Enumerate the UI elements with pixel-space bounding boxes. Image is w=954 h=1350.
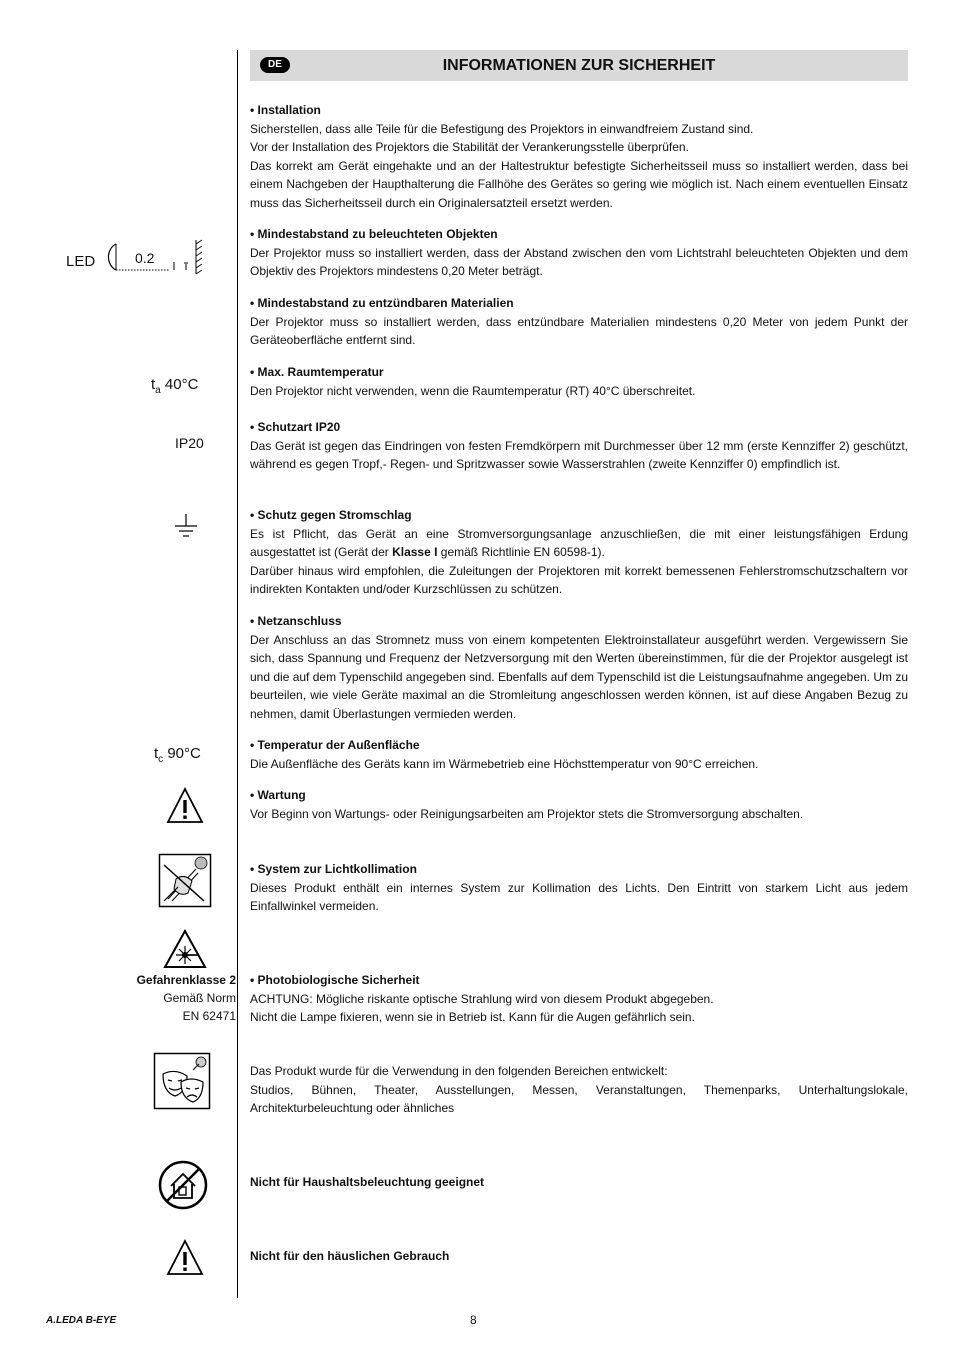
section-maintenance xyxy=(250,786,908,823)
section-text: Vor Beginn von Wartungs- oder Reinigungsarbeiten am Projektor stets die Stromversorgung abschalten. xyxy=(250,806,804,821)
section-heading: • Schutzart IP20 xyxy=(250,420,341,434)
hazard-norm-label: Gemäß Norm xyxy=(163,991,236,1005)
section-text: Sicherstellen, dass alle Teile für die Befestigung des Projektors in einwandfreiem Zustand sind. xyxy=(250,121,754,136)
section-text: Der Anschluss an das Stromnetz muss von einem kompetenten Elektroinstallateur ausgeführt werden. Vergewissern Sie sich, dass Spannung und Frequenz der Netzversorgung mit den Werten übereinstimmen, für die der Projektor ausgelegt ist und die auf dem Typenschild angegeben sind. Ebenfalls auf dem Typenschild ist die Leistungsaufnahme angegeben. Um zu beurteilen, wie viele Geräte maximal an die Stromleitung angeschlossen werden können, ist auf diese Angaben Bezug zu nehmen, damit Überlastungen vermieden werden. xyxy=(250,632,909,721)
temp-symbol: t xyxy=(151,376,156,393)
ip-rating-label: IP20 xyxy=(175,435,204,451)
section-heading: • Photobiologische Sicherheit xyxy=(250,973,420,987)
section-text: ACHTUNG: Mögliche riskante optische Strahlung wird von diesem Produkt abgegeben. xyxy=(250,991,714,1006)
section-electric-shock xyxy=(250,506,908,599)
temp-subscript: c xyxy=(158,754,164,765)
language-badge: DE xyxy=(260,57,290,73)
section-text: Das Gerät ist gegen das Eindringen von festen Fremdkörpern mit Durchmesser über 12 mm (erste Kennziffer 2) geschützt, während es gegen Tropf,- Regen- und Spritzwasser sowie Wasserstrahlen (zweite Kennziffer 0) empfindlich ist. xyxy=(250,438,908,471)
section-ip20 xyxy=(250,418,908,474)
section-text: Das Produkt wurde für die Verwendung in den folgenden Bereichen entwickelt: xyxy=(250,1064,668,1078)
section-heading: • Installation xyxy=(250,103,321,117)
section-header xyxy=(250,50,908,81)
section-text: Das korrekt am Gerät eingehakte und an der Haltestruktur befestigte Sicherheitsseil muss so installiert werden, dass bei einem Nachgeben der Haupthalterung die Fallhöhe des Gerätes so gering wie möglich ist. Nach einem eventuellen Einsatz muss das Sicherheitsseil durch ein Originalersatzteil ersetzt werden. xyxy=(250,158,908,210)
section-mains-connection xyxy=(250,612,908,723)
led-distance-icon xyxy=(100,236,210,276)
section-text: Der Projektor muss so installiert werden, dass entzündbare Materialien mindestens 0,20 Meter von jedem Punkt der Geräteoberfläche entfernt sind. xyxy=(250,314,908,347)
entertainment-masks-icon xyxy=(153,1052,211,1110)
section-heading: • Mindestabstand zu beleuchteten Objekten xyxy=(250,227,498,241)
section-heading: • Temperatur der Außenfläche xyxy=(250,738,420,752)
section-heading: • Schutz gegen Stromschlag xyxy=(250,508,412,522)
section-text: Studios, Bühnen, Theater, Ausstellungen, Messen, Veranstaltungen, Themenparks, Unterhaltungslokale, Architekturbeleuchtung oder ähnliches xyxy=(250,1082,908,1115)
ambient-temperature-label xyxy=(151,376,198,396)
section-heading: • Wartung xyxy=(250,788,306,802)
section-text: Die Außenfläche des Geräts kann im Wärmebetrieb eine Höchsttemperatur von 90°C erreichen. xyxy=(250,756,759,771)
section-collimation xyxy=(250,860,908,916)
earth-ground-icon xyxy=(172,512,200,542)
temp-symbol: t xyxy=(154,745,159,762)
section-text: Der Projektor muss so installiert werden, dass der Abstand zwischen den vom Lichtstrahl beleuchteten Objekten und dem Objektiv des Projektors mindestens 0,20 Meter beträgt. xyxy=(250,245,908,278)
temp-value: 40°C xyxy=(160,376,199,393)
section-heading: • Mindestabstand zu entzündbaren Materialien xyxy=(250,296,514,310)
section-text: Dieses Produkt enthält ein internes System zur Kollimation des Lichts. Den Eintritt von starkem Licht aus jedem Einfallwinkel vermeiden. xyxy=(250,880,908,913)
section-installation xyxy=(250,101,908,212)
led-label: LED xyxy=(66,253,96,270)
margin-divider xyxy=(237,50,238,1298)
hazard-norm-id: EN 62471 xyxy=(182,1009,236,1023)
footer-brand: A.LEDA B-EYE xyxy=(46,1315,117,1326)
section-min-distance-flammable xyxy=(250,294,908,350)
notice-text: Nicht für Haushaltsbeleuchtung geeignet xyxy=(250,1175,485,1189)
led-distance-value: 0.2 xyxy=(135,250,155,266)
section-max-temperature xyxy=(250,363,908,400)
section-min-distance-objects xyxy=(250,225,908,281)
no-household-icon xyxy=(157,1159,209,1211)
hazard-class-label: Gefahrenklasse 2 xyxy=(136,973,236,987)
temp-subscript: a xyxy=(155,385,161,396)
page-number: 8 xyxy=(470,1313,477,1327)
section-text: Nicht die Lampe fixieren, wenn sie in Betrieb ist. Kann für die Augen gefährlich sein. xyxy=(250,1010,695,1024)
collimation-sun-icon xyxy=(158,853,212,908)
section-text: Den Projektor nicht verwenden, wenn die Raumtemperatur (RT) 40°C überschreitet. xyxy=(250,383,696,398)
temp-value: 90°C xyxy=(163,745,201,762)
section-photobiological xyxy=(250,971,908,1027)
section-heading: • Max. Raumtemperatur xyxy=(250,365,384,379)
warning-triangle-icon xyxy=(166,1239,204,1277)
section-surface-temperature xyxy=(250,736,908,773)
page-title: INFORMATIONEN ZUR SICHERHEIT xyxy=(442,57,716,74)
section-text: Darüber hinaus wird empfohlen, die Zuleitungen der Projektoren mit korrekt bemessenen Fehlerstromschutzschaltern vor indirekten Kontakten und/oder Kurzschlüssen zu schützen. xyxy=(250,563,908,596)
section-text: Vor der Installation des Projektors die Stabilität der Verankerungsstelle überprüfen. xyxy=(250,140,689,154)
hazard-class-note xyxy=(120,971,236,1025)
section-intended-use xyxy=(250,1062,908,1118)
notice-text: Nicht für den häuslichen Gebrauch xyxy=(250,1249,450,1263)
notice-household-lighting xyxy=(250,1173,908,1192)
surface-temperature-label xyxy=(154,745,201,765)
text-part: gemäß Richtlinie EN 60598-1). xyxy=(437,545,605,559)
notice-domestic-use xyxy=(250,1247,908,1266)
warning-triangle-icon xyxy=(166,787,204,825)
section-heading: • Netzanschluss xyxy=(250,614,342,628)
section-heading: • System zur Lichtkollimation xyxy=(250,862,417,876)
laser-radiation-icon xyxy=(163,929,207,969)
section-text xyxy=(250,525,908,562)
class-label: Klasse I xyxy=(392,545,438,559)
text-part: Es ist Pflicht, das Gerät an eine Stromversorgungsanlage anzuschließen, die mit einer leistungsfähigen Erdung ausgestattet ist (Gerät der xyxy=(250,526,908,559)
